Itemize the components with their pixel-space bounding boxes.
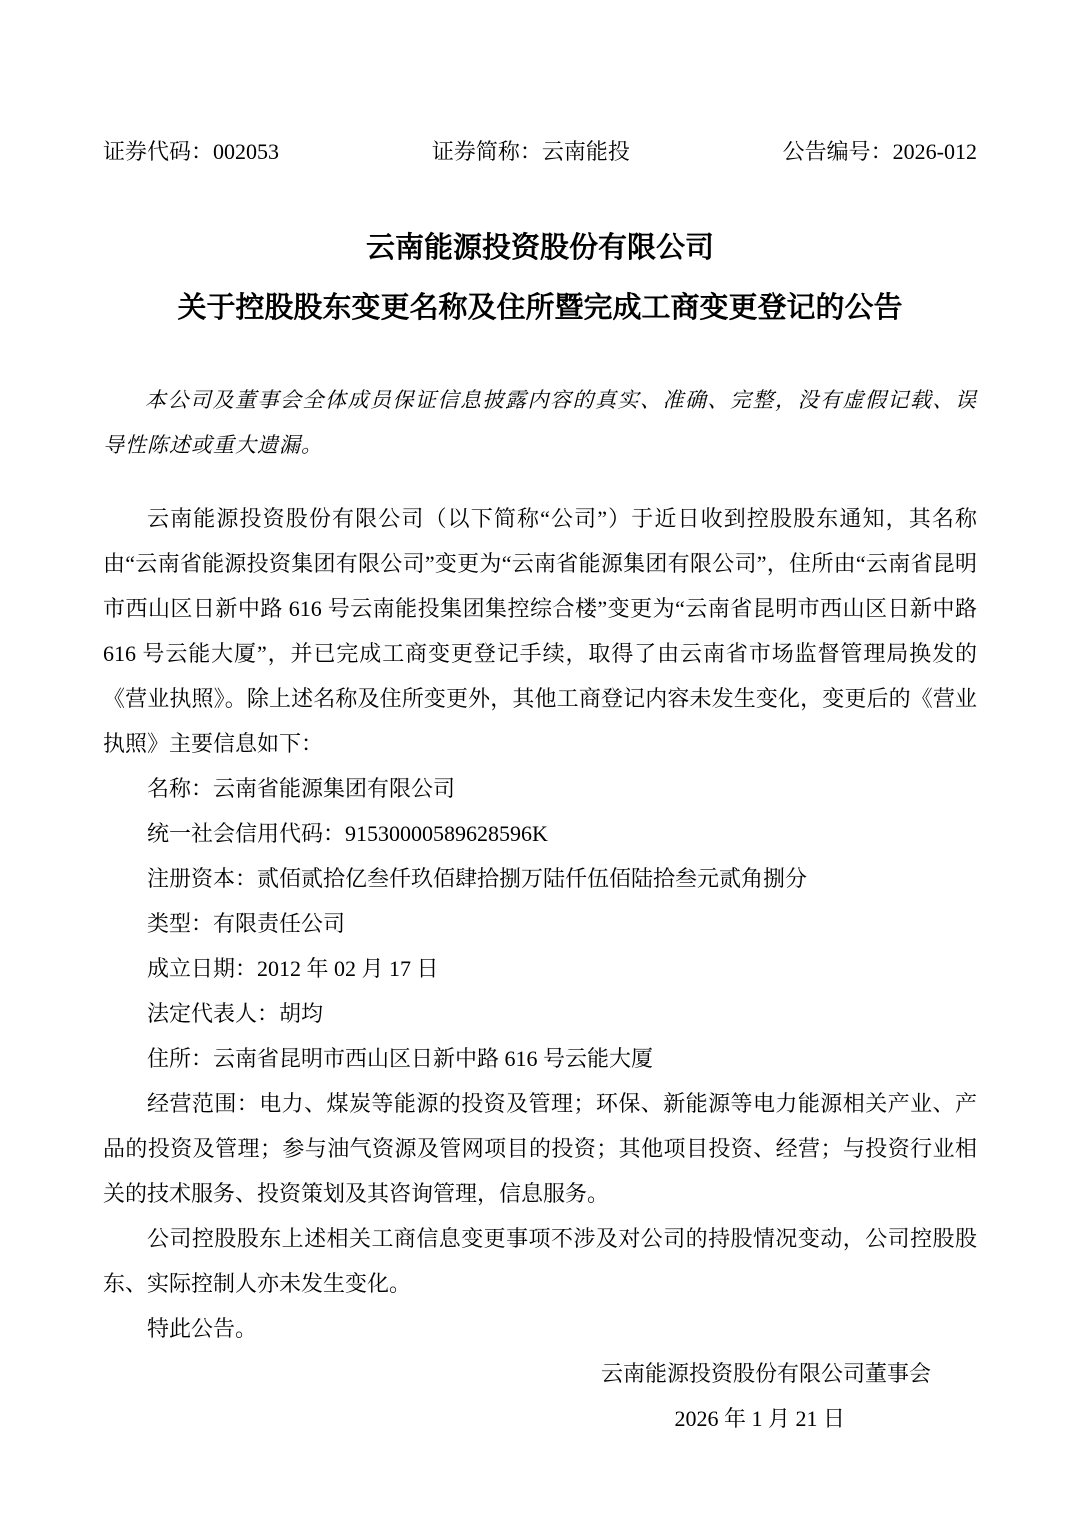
license-item-credit-code bbox=[103, 811, 977, 856]
license-item-value: 云南省能源集团有限公司 bbox=[213, 776, 456, 801]
license-item-label: 类型： bbox=[147, 911, 214, 936]
stock-name-label: 证券简称： bbox=[431, 139, 542, 164]
license-item-company-type bbox=[103, 901, 977, 946]
paragraph-no-equity-change: 公司控股股东上述相关工商信息变更事项不涉及对公司的持股情况变动，公司控股股东、实际控制人亦未发生变化。 bbox=[103, 1226, 977, 1296]
license-item-value: 有限责任公司 bbox=[213, 911, 346, 936]
license-item-value: 91530000589628596K bbox=[345, 821, 548, 846]
announcement-number-value: 2026-012 bbox=[892, 139, 977, 164]
license-item-label: 成立日期： bbox=[147, 956, 258, 981]
license-item-address bbox=[103, 1036, 977, 1081]
signature-date: 2026 年 1 月 21 日 bbox=[674, 1406, 845, 1431]
license-item-label: 统一社会信用代码： bbox=[147, 821, 346, 846]
signer-name: 云南能源投资股份有限公司董事会 bbox=[600, 1361, 931, 1386]
stock-code bbox=[103, 138, 279, 166]
board-disclaimer: 本公司及董事会全体成员保证信息披露内容的真实、准确、完整，没有虚假记载、误导性陈述或重大遗漏。 bbox=[103, 388, 977, 457]
stock-code-value: 002053 bbox=[213, 139, 280, 164]
stock-name-value: 云南能投 bbox=[541, 139, 630, 164]
license-item-legal-representative bbox=[103, 991, 977, 1036]
closing-statement: 特此公告。 bbox=[147, 1316, 258, 1341]
license-item-label: 住所： bbox=[147, 1046, 214, 1071]
announcement-subject-title: 关于控股股东变更名称及住所暨完成工商变更登记的公告 bbox=[177, 292, 903, 324]
license-item-value: 贰佰贰拾亿叁仟玖佰肆拾捌万陆仟伍佰陆拾叁元贰角捌分 bbox=[257, 866, 808, 891]
business-scope-value: 电力、煤炭等能源的投资及管理；环保、新能源等电力能源相关产业、产品的投资及管理；参与油气资源及管网项目的投资；其他项目投资、经营；与投资行业相关的技术服务、投资策划及其咨询管理，信息服务。 bbox=[103, 1091, 977, 1206]
license-item-value: 2012 年 02 月 17 日 bbox=[257, 956, 439, 981]
document-title bbox=[103, 218, 977, 338]
stock-name bbox=[432, 138, 630, 166]
stock-code-label: 证券代码： bbox=[103, 139, 214, 164]
license-item-establish-date bbox=[103, 946, 977, 991]
company-name-title: 云南能源投资股份有限公司 bbox=[365, 232, 714, 264]
license-item-value: 云南省昆明市西山区日新中路 616 号云能大厦 bbox=[213, 1046, 654, 1071]
announcement-number bbox=[783, 138, 977, 166]
license-item-name bbox=[103, 766, 977, 811]
paragraph-business-scope bbox=[103, 1081, 977, 1216]
license-item-label: 名称： bbox=[147, 776, 214, 801]
document-body bbox=[103, 496, 977, 1351]
license-item-registered-capital bbox=[103, 856, 977, 901]
business-scope-label: 经营范围： bbox=[147, 1091, 260, 1116]
document-header bbox=[103, 138, 977, 166]
signature-block bbox=[103, 1351, 977, 1441]
license-item-label: 法定代表人： bbox=[147, 1001, 280, 1026]
announcement-number-label: 公告编号： bbox=[782, 139, 893, 164]
paragraph-change-notice: 云南能源投资股份有限公司（以下简称“公司”）于近日收到控股股东通知，其名称由“云南省能源投资集团有限公司”变更为“云南省能源集团有限公司”，住所由“云南省昆明市西山区日新中路 616 号云南能投集团集控综合楼”变更为“云南省昆明市西山区日新中路 616 号云能大厦”，并已完成工商变更登记手续，取得了由云南省市场监督管理局换发的《营业执照》。除上述名称及住所变更外，其他工商登记内容未发生变化，变更后的《营业执照》主要信息如下： bbox=[103, 506, 977, 756]
license-item-value: 胡均 bbox=[279, 1001, 324, 1026]
license-item-label: 注册资本： bbox=[147, 866, 258, 891]
